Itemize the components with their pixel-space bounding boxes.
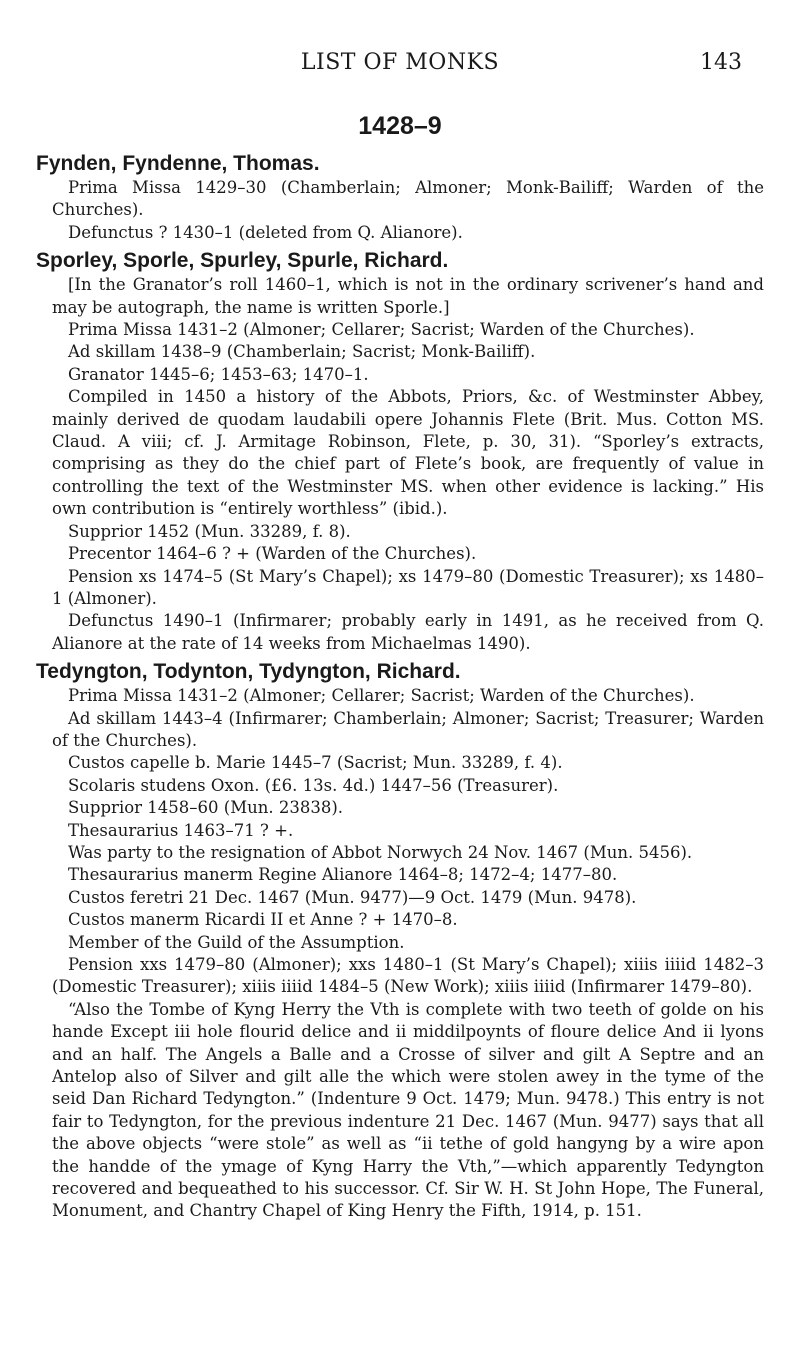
entry-line: Custos manerm Ricardi II et Anne ? + 1470–8. — [68, 910, 458, 930]
entry-line: Prima Missa 1431–2 (Almoner; Cellarer; Sacrist; Warden of the Churches). — [68, 320, 695, 340]
entry-line: Supprior 1458–60 (Mun. 23838). — [68, 798, 344, 818]
entry-line: [In the Granator’s roll 1460–1, which is not in the ordinary scrivener’s hand and may be autograph, the name is written Sporle.] — [52, 275, 764, 317]
entry-line: Ad skillam 1438–9 (Chamberlain; Sacrist; Monk-Bailiff). — [68, 342, 536, 362]
entry-line: Prima Missa 1431–2 (Almoner; Cellarer; Sacrist; Warden of the Churches). — [68, 686, 695, 706]
entry-line: Custos capelle b. Marie 1445–7 (Sacrist; Mun. 33289, f. 4). — [68, 753, 563, 773]
entry-line: “Also the Tombe of Kyng Herry the Vth is complete with two teeth of golde on his hande Except iii hole flourid delice and ii middilpoynts of floure delice And ii lyons and an half. The Angels a Balle and a Crosse of silver and gilt A Septre and an Antelop also of Silver and gilt alle the which were stolen awey in the tyme of the seid Dan Richard Tedyngton.” (Indenture 9 Oct. 1479; Mun. 9478.) This entry is not fair to Tedyngton, for the previous indenture 21 Dec. 1467 (Mun. 9477) says that all the above objects “were stole” as well as “ii tethe of gold hangyng by a wire apon the handde of the ymage of Kyng Harry the Vth,”—which apparently Tedyngton recovered and bequeathed to his successor. Cf. Sir W. H. St John Hope, The Funeral, Monument, and Chantry Chapel of King Henry the Fifth, 1914, p. 151. — [52, 999, 764, 1221]
running-head: LIST OF MONKS — [300, 50, 500, 75]
entry-line: Pension xs 1474–5 (St Mary’s Chapel); xs 1479–80 (Domestic Treasurer); xs 1480–1 (Almoner). — [52, 566, 764, 608]
entry-line: Granator 1445–6; 1453–63; 1470–1. — [68, 364, 369, 384]
entry-line: Was party to the resignation of Abbot Norwych 24 Nov. 1467 (Mun. 5456). — [68, 842, 693, 862]
page-header — [58, 50, 742, 80]
entry-line: Ad skillam 1443–4 (Infirmarer; Chamberlain; Almoner; Sacrist; Treasurer; Warden of the Churches). — [52, 708, 764, 750]
entry-name: Tedyngton, Todynton, Tydyngton, Richard. — [36, 660, 461, 684]
entry-tedyngton — [36, 658, 764, 1223]
entry-line: Member of the Guild of the Assumption. — [68, 932, 405, 952]
entry-line: Custos feretri 21 Dec. 1467 (Mun. 9477)—9 Oct. 1479 (Mun. 9478). — [68, 887, 637, 907]
entry-line: Thesaurarius 1463–71 ? +. — [68, 820, 294, 840]
entry-line: Precentor 1464–6 ? + (Warden of the Churches). — [68, 544, 477, 564]
entry-line: Defunctus ? 1430–1 (deleted from Q. Alianore). — [68, 222, 463, 242]
entry-line: Scolaris studens Oxon. (£6. 13s. 4d.) 1447–56 (Treasurer). — [68, 775, 559, 795]
entry-sporley — [36, 247, 764, 655]
entry-line: Supprior 1452 (Mun. 33289, f. 8). — [68, 521, 351, 541]
entry-name: Fynden, Fyndenne, Thomas. — [36, 152, 320, 175]
entry-fynden — [36, 150, 764, 244]
entry-line: Compiled in 1450 a history of the Abbots, Priors, &c. of Westminster Abbey, mainly derived de quodam laudabili opere Johannis Flete (Brit. Mus. Cotton MS. Claud. A viii; cf. J. Armitage Robinson, Flete, p. 30, 31). “Sporley’s extracts, comprising as they do the chief part of Flete’s book, are frequently of value in controlling the text of the Westminster MS. when other evidence is lacking.” His own contribution is “entirely worthless” (ibid.). — [52, 387, 764, 519]
page-number: 143 — [700, 50, 742, 75]
entry-line: Thesaurarius manerm Regine Alianore 1464–8; 1472–4; 1477–80. — [68, 865, 618, 885]
year-heading: 1428–9 — [358, 112, 442, 140]
entries — [36, 150, 764, 1226]
entry-line: Pension xxs 1479–80 (Almoner); xxs 1480–1 (St Mary’s Chapel); xiiis iiiid 1482–3 (Domestic Treasurer); xiiis iiiid 1484–5 (New Work); xiiis iiiid (Infirmarer 1479–80). — [52, 955, 764, 997]
entry-line: Defunctus 1490–1 (Infirmarer; probably early in 1491, as he received from Q. Alianore at the rate of 14 weeks from Michaelmas 1490). — [52, 611, 764, 653]
entry-line: Prima Missa 1429–30 (Chamberlain; Almoner; Monk-Bailiff; Warden of the Churches). — [52, 178, 764, 220]
entry-name: Sporley, Sporle, Spurley, Spurle, Richard. — [36, 249, 449, 273]
